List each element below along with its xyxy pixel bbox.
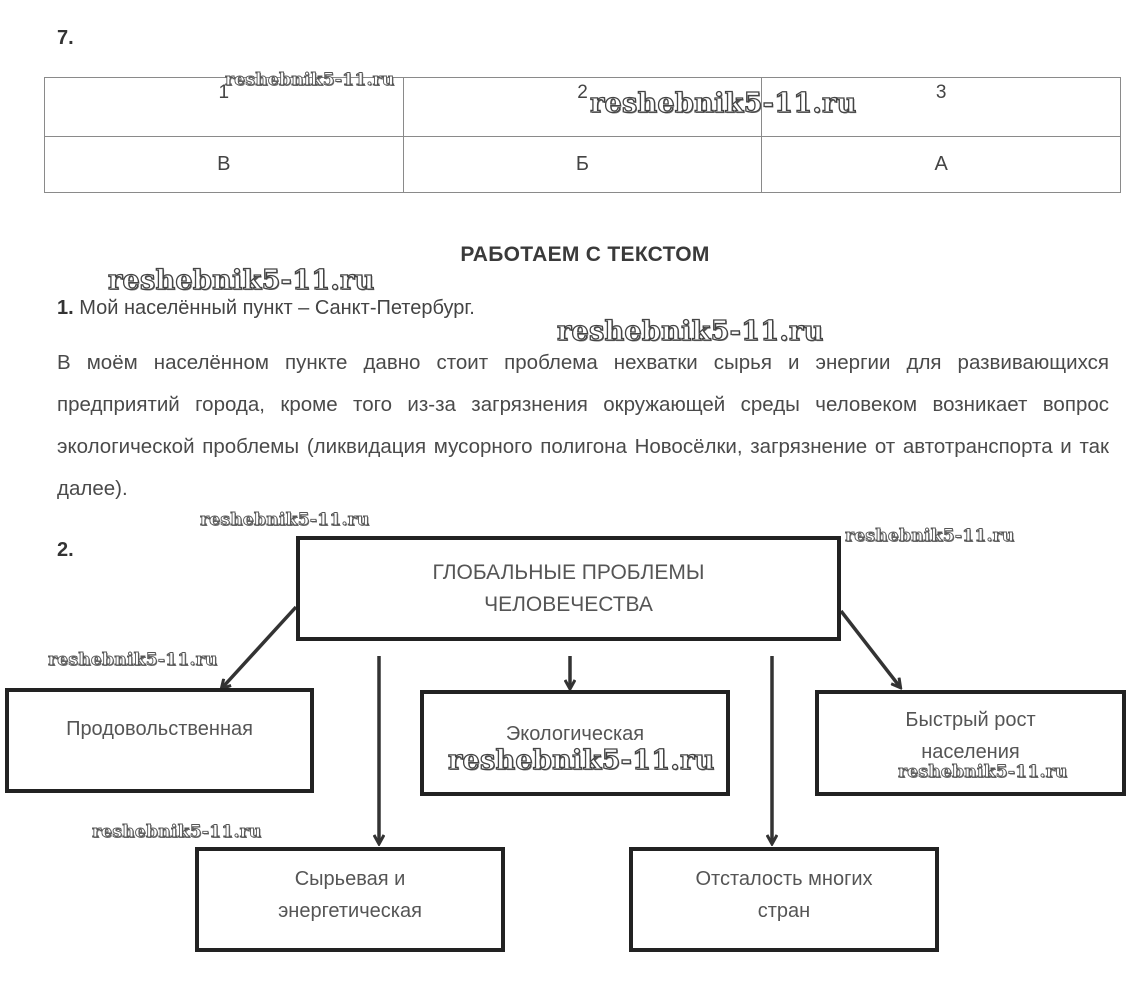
task-2-number: 2. (57, 539, 74, 561)
diagram-label-food: Продовольственная (66, 717, 253, 740)
section-title: РАБОТАЕМ С ТЕКСТОМ (460, 243, 710, 266)
task-1-number: 1. (57, 297, 74, 319)
diagram-root-label: ГЛОБАЛЬНЫЕ ПРОБЛЕМЫ ЧЕЛОВЕЧЕСТВА (432, 560, 705, 616)
arrow-to-food (222, 607, 296, 688)
table-header-cell: 3 (762, 78, 1121, 137)
watermark: reshebnik5-11.ru (448, 745, 715, 776)
watermark: reshebnik5-11.ru (557, 316, 824, 347)
diagram-root-box (296, 536, 841, 641)
diagram-label-population: Быстрый рост населения (905, 709, 1036, 763)
table-header-cell: 1 (45, 78, 404, 137)
table-answer-cell: Б (403, 137, 762, 193)
watermark: reshebnik5-11.ru (108, 265, 375, 296)
watermark: reshebnik5-11.ru (590, 88, 857, 119)
watermark: reshebnik5-11.ru (898, 762, 1068, 782)
diagram-box-ecological (420, 690, 730, 796)
watermark: reshebnik5-11.ru (200, 510, 370, 530)
watermark: reshebnik5-11.ru (845, 526, 1015, 546)
table-answer-cell: А (762, 137, 1121, 193)
table-header-cell: 2 (403, 78, 762, 137)
settlement-line: Мой населённый пункт – Санкт-Петербург. (79, 297, 475, 319)
diagram-box-food (5, 688, 314, 793)
watermark: reshebnik5-11.ru (48, 650, 218, 670)
diagram-label-resource: Сырьевая и энергетическая (278, 867, 422, 922)
diagram-label-backwardness: Отсталость многих стран (695, 867, 873, 922)
diagram-box-backwardness (629, 847, 939, 952)
arrow-to-population (841, 611, 900, 687)
diagram-box-resource (195, 847, 505, 952)
task-1-paragraph: В моём населённом пункте давно стоит проблема нехватки сырья и энергии для развивающихся предприятий города, кроме того из-за загрязнения окружающей среды человеком возникает вопрос экологической проблемы (ликвидация мусорного полигона Новосёлки, загрязнение от автотранспорта и так далее). (57, 351, 1109, 500)
table-answer-cell: В (45, 137, 404, 193)
watermark: reshebnik5-11.ru (225, 70, 395, 90)
watermark: reshebnik5-11.ru (92, 822, 262, 842)
diagram-label-ecological: Экологическая (505, 723, 645, 745)
task-7-number: 7. (57, 27, 74, 49)
